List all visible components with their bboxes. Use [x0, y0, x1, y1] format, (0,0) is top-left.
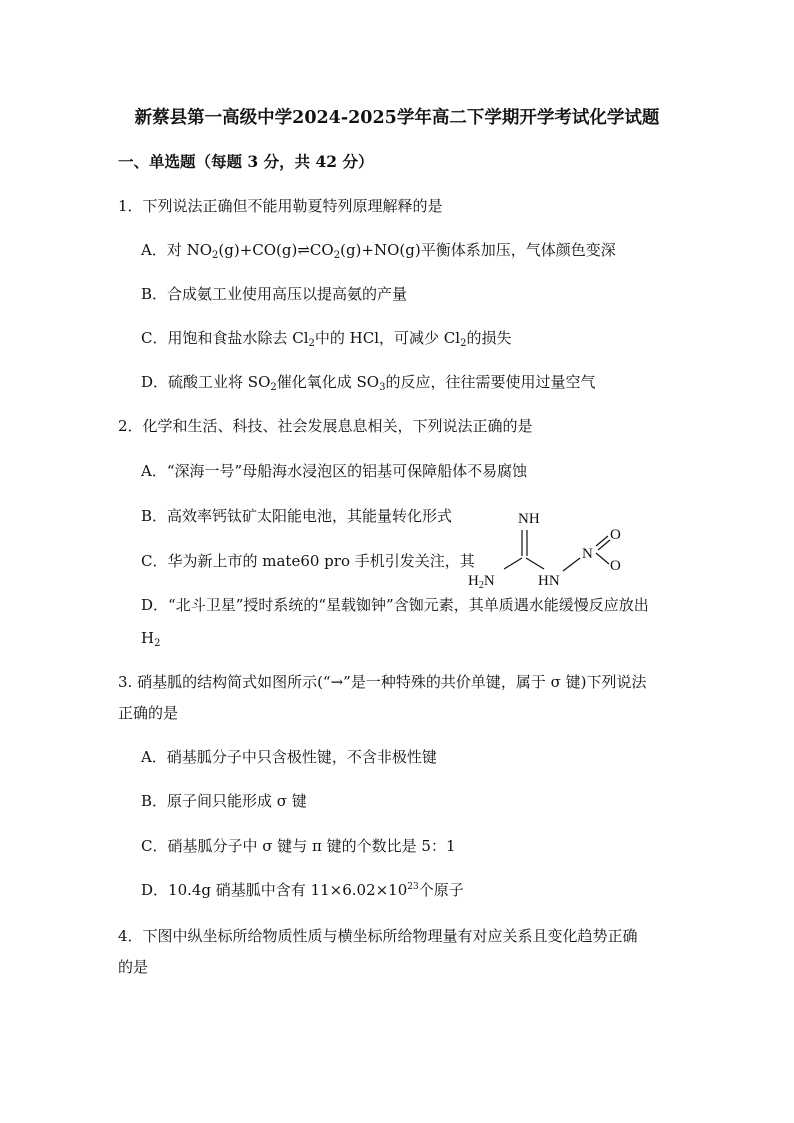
question-3-stem: 3. 硝基胍的结构简式如图所示(“→”是一种特殊的共价单键，属于 σ 键)下列说法 — [118, 673, 647, 691]
atom-label-o-top: O — [610, 527, 621, 543]
question-3-stem-continued: 正确的是 — [118, 704, 179, 722]
atom-label-n: N — [582, 546, 593, 562]
question-3-option-b: B．原子间只能形成 σ 键 — [141, 792, 307, 810]
question-2-option-d-continued: $H_2$ — [141, 629, 161, 649]
page-title: 新蔡县第一高级中学2024-2025学年高二下学期开学考试化学试题 — [134, 108, 660, 128]
question-2-stem: 2．化学和生活、科技、社会发展息息相关，下列说法正确的是 — [118, 417, 533, 435]
question-2-option-d: D．“北斗卫星”授时系统的“星载铷钟”含铷元素，其单质遇水能缓慢反应放出 — [141, 596, 649, 614]
question-3-option-c: C．硝基胍分子中 σ 键与 π 键的个数比是 5：1 — [141, 837, 456, 855]
section-heading: 一、单选题（每题 3 分，共 42 分） — [118, 152, 374, 171]
question-1-option-b: B．合成氨工业使用高压以提高氨的产量 — [141, 285, 408, 303]
question-2-option-c: C．华为新上市的 mate60 pro 手机引发关注，其 — [141, 552, 475, 570]
question-4-stem: 4．下图中纵坐标所给物质性质与横坐标所给物理量有对应关系且变化趋势正确 — [118, 927, 638, 945]
question-2-option-b: B．高效率钙钛矿太阳能电池，其能量转化形式 — [141, 507, 453, 525]
question-3-option-a: A．硝基胍分子中只含极性键，不含非极性键 — [141, 748, 437, 766]
question-2-option-a: A．“深海一号”母船海水浸泡区的铝基可保障船体不易腐蚀 — [141, 462, 528, 480]
question-4-stem-continued: 的是 — [118, 958, 149, 976]
nitroguanidine-structure — [466, 506, 636, 590]
atom-label-nh: NH — [518, 511, 540, 527]
atom-label-hn: HN — [538, 573, 560, 589]
atom-label-o-bottom: O — [610, 558, 621, 574]
question-3-option-d: D．10.4g 硝基胍中含有 $11\times 6.02\times 10^{23}$个原子 — [141, 881, 464, 899]
question-1-option-a: A．对 $NO_2(g)+CO(g)\rightleftharpoons CO_2(g)+NO(g)$平衡体系加压，气体颜色变深 — [141, 241, 616, 261]
question-1-option-c: C．用饱和食盐水除去 $Cl_2$中的 HCl，可减少 $Cl_2$的损失 — [141, 329, 512, 349]
atom-label-h2n: $H_2N$ — [468, 573, 495, 590]
question-1-option-d: D．硫酸工业将 $SO_2$催化氧化成 $SO_3$的反应，往往需要使用过量空气 — [141, 373, 596, 393]
question-1-stem: 1．下列说法正确但不能用勒夏特列原理解释的是 — [118, 197, 443, 215]
